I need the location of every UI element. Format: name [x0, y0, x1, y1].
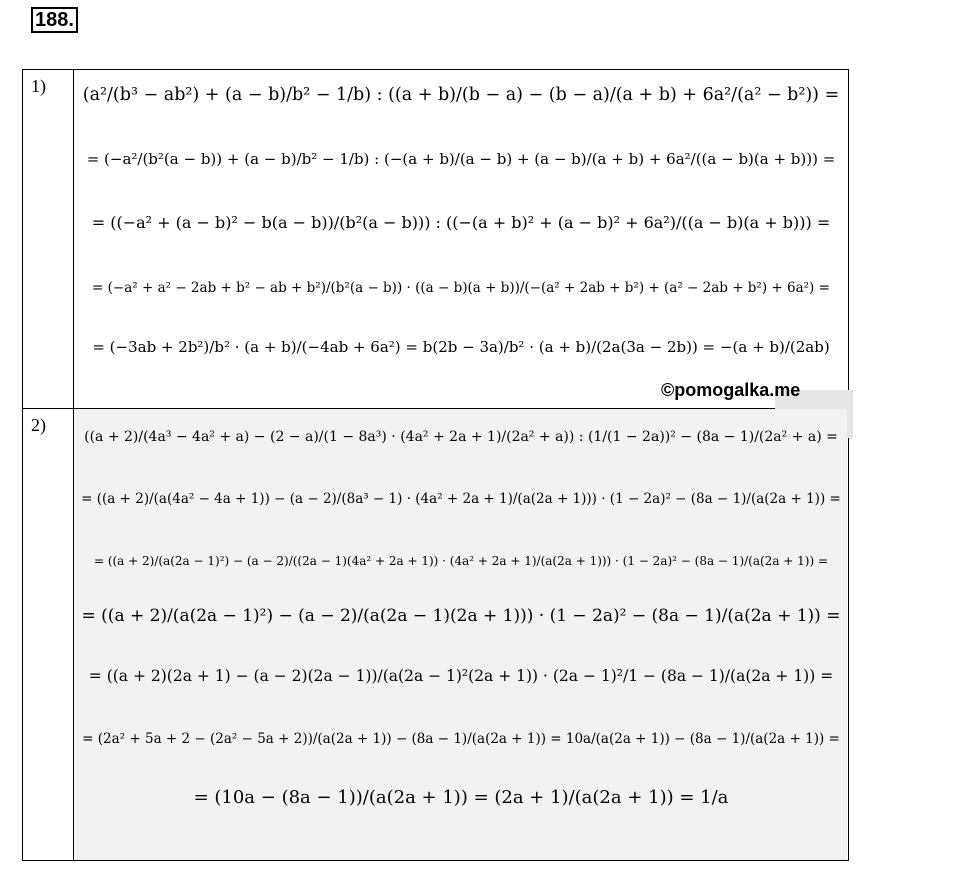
- row-label: 2): [23, 409, 74, 860]
- math-line: (a²/(b³ − ab²) + (a − b)/b² − 1/b) : ((a + b)/(b − a) − (b − a)/(a + b) + 6a²/(a² − b²)) =: [82, 85, 840, 105]
- math-line: = (−a²/(b²(a − b)) + (a − b)/b² − 1/b) : (−(a + b)/(a − b) + (a − b)/(a + b) + 6a²/((a − b)(a + b))) =: [86, 150, 836, 168]
- math-line: = (2a² + 5a + 2 − (2a² − 5a + 2))/(a(2a + 1)) − (8a − 1)/(a(2a + 1)) = 10a/(a(2a + 1)) − (8a − 1)/(a(2a + 1)) =: [82, 731, 840, 747]
- problem-number: 188.: [31, 7, 78, 33]
- math-line: = (10a − (8a − 1))/(a(2a + 1)) = (2a + 1)/(a(2a + 1)) = 1/a: [193, 787, 729, 808]
- math-line: = ((a + 2)/(a(2a − 1)²) − (a − 2)/((2a − 1)(4a² + 2a + 1)) · (4a² + 2a + 1)/(a(2a + 1))) · (1 − 2a)² − (8a − 1)/(a(2a + 1)) =: [93, 554, 829, 568]
- solution-table: [22, 69, 849, 861]
- math-line: = (−3ab + 2b²)/b² · (a + b)/(−4ab + 6a²) = b(2b − 3a)/b² · (a + b)/(2a(3a − 2b)) = −(a + b)/(2ab): [92, 338, 830, 356]
- solution-row-1: [23, 70, 847, 409]
- row-body: [75, 409, 847, 860]
- row-body: [75, 70, 847, 408]
- math-line: = ((−a² + (a − b)² − b(a − b))/(b²(a − b))) : ((−(a + b)² + (a − b)² + 6a²)/((a − b)(a + b))) =: [91, 213, 831, 232]
- solution-row-2: [23, 409, 847, 860]
- math-line: = ((a + 2)/(a(2a − 1)²) − (a − 2)/(a(2a − 1)(2a + 1))) · (1 − 2a)² − (8a − 1)/(a(2a + 1)) =: [81, 606, 841, 626]
- math-line: = (−a² + a² − 2ab + b² − ab + b²)/(b²(a − b)) · ((a − b)(a + b))/(−(a² + 2ab + b²) + (a² − 2ab + b²) + 6a²) =: [92, 280, 830, 296]
- row-label: 1): [23, 70, 74, 408]
- watermark: ©pomogalka.me: [661, 380, 801, 400]
- math-line: = ((a + 2)/(a(4a² − 4a + 1)) − (a − 2)/(8a³ − 1) · (4a² + 2a + 1)/(a(2a + 1))) · (1 − 2a)² − (8a − 1)/(a(2a + 1)) =: [81, 491, 841, 507]
- math-line: ((a + 2)/(4a³ − 4a² + a) − (2 − a)/(1 − 8a³) · (4a² + 2a + 1)/(2a² + a)) : (1/(1 − 2a))² − (8a − 1)/(2a² + a) =: [84, 429, 838, 445]
- math-line: = ((a + 2)(2a + 1) − (a − 2)(2a − 1))/(a(2a − 1)²(2a + 1)) · (2a − 1)²/1 − (8a − 1)/(a(2a + 1)) =: [88, 667, 834, 685]
